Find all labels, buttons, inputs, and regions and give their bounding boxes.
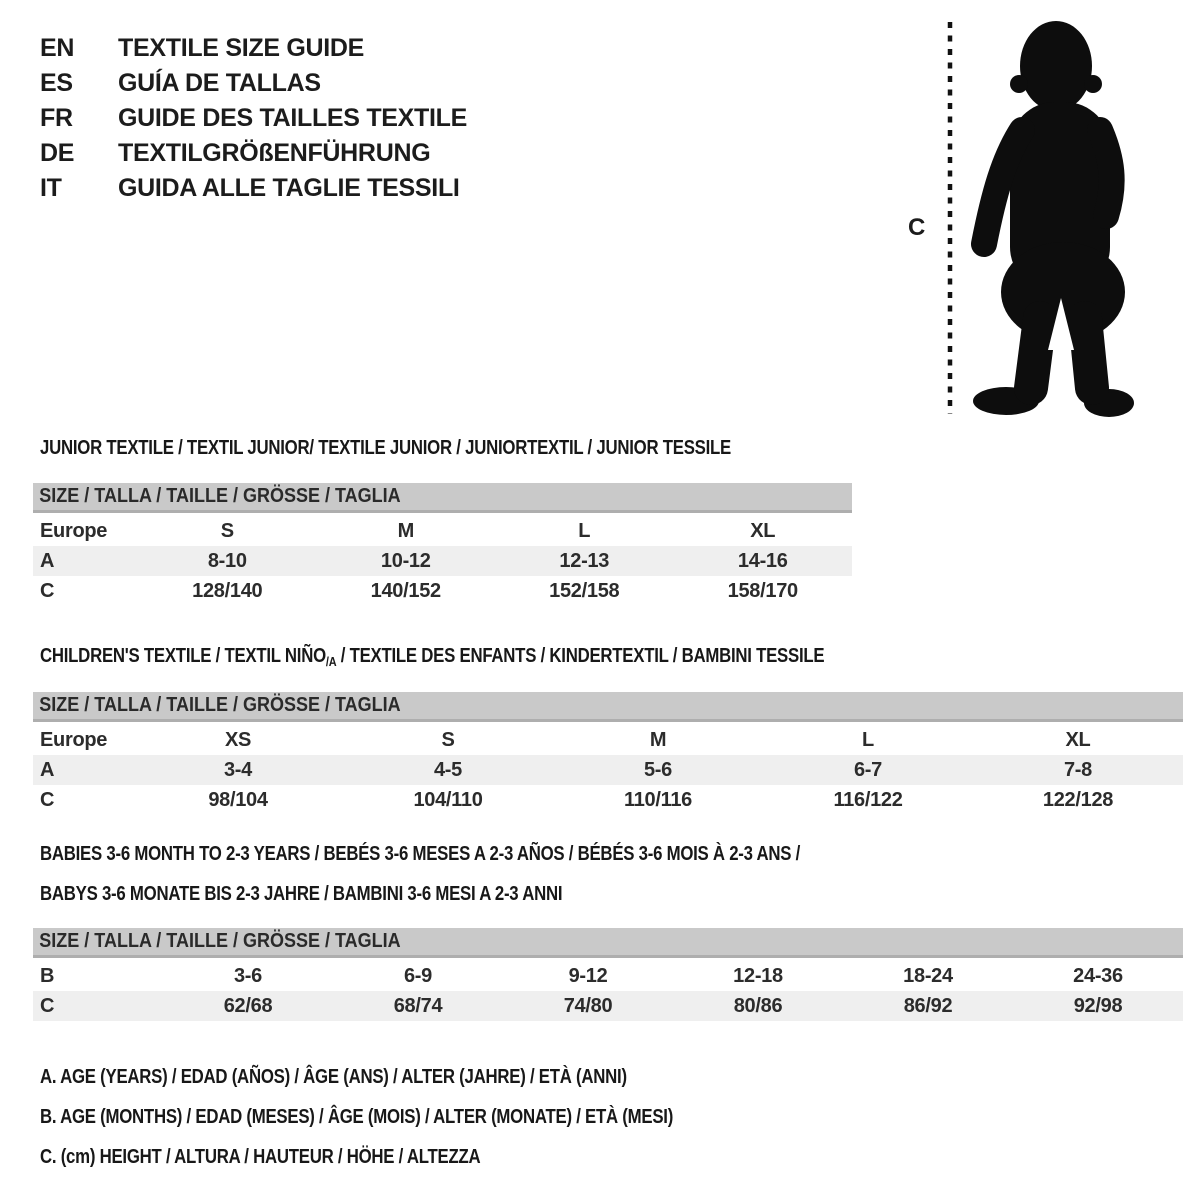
size-cell: L bbox=[578, 519, 591, 542]
height-cell: 140/152 bbox=[370, 579, 441, 602]
row-label: Europe bbox=[40, 728, 108, 751]
babies-section-title-line2: BABYS 3-6 MONATE BIS 2-3 JAHRE / BAMBINI 3-6 MESI A 2-3 ANNI bbox=[40, 883, 563, 905]
table-row-age-years bbox=[33, 755, 1183, 785]
age-cell: 14-16 bbox=[737, 549, 788, 572]
size-header-text: SIZE / TALLA / TAILLE / GRÖSSE / TAGLIA bbox=[39, 930, 401, 952]
toddler-silhouette-icon bbox=[930, 18, 1140, 418]
height-cell: 152/158 bbox=[549, 579, 620, 602]
size-header-text: SIZE / TALLA / TAILLE / GRÖSSE / TAGLIA bbox=[39, 485, 401, 507]
height-cell: 80/86 bbox=[733, 994, 783, 1017]
children-size-table bbox=[33, 692, 1183, 815]
height-cell: 104/110 bbox=[413, 788, 483, 811]
size-cell: M bbox=[397, 519, 414, 542]
row-label: A bbox=[40, 549, 55, 572]
legend-age-months: B. AGE (MONTHS) / EDAD (MESES) / ÂGE (MOIS) / ALTER (MONATE) / ETÀ (MESI) bbox=[40, 1106, 674, 1128]
lang-title: TEXTILGRÖßENFÜHRUNG bbox=[118, 139, 431, 167]
age-cell: 12-18 bbox=[733, 964, 783, 987]
table-row-age-months bbox=[33, 961, 1183, 991]
height-cell: 62/68 bbox=[223, 994, 273, 1017]
table-row-height-cm bbox=[33, 991, 1183, 1021]
lang-row-fr bbox=[40, 101, 467, 136]
size-cell: M bbox=[649, 728, 667, 751]
lang-row-en bbox=[40, 31, 467, 66]
toddler-silhouette-figure bbox=[930, 18, 1140, 418]
size-cell: XL bbox=[1065, 728, 1091, 751]
table-row-height-cm bbox=[33, 576, 852, 606]
row-label: B bbox=[40, 964, 55, 987]
lang-code: FR bbox=[40, 104, 73, 132]
children-title-suffix: / TEXTILE DES ENFANTS / KINDERTEXTIL / BAMBINI TESSILE bbox=[336, 645, 825, 667]
height-cell: 68/74 bbox=[393, 994, 443, 1017]
size-cell: XL bbox=[750, 519, 776, 542]
height-cell: 86/92 bbox=[903, 994, 953, 1017]
lang-title: GUÍA DE TALLAS bbox=[118, 69, 321, 97]
table-row-age-years bbox=[33, 546, 852, 576]
age-cell: 8-10 bbox=[207, 549, 247, 572]
age-cell: 5-6 bbox=[643, 758, 672, 781]
lang-code: IT bbox=[40, 174, 62, 202]
age-cell: 6-7 bbox=[853, 758, 882, 781]
table-row-europe bbox=[33, 516, 852, 546]
row-label: Europe bbox=[40, 519, 108, 542]
row-label: C bbox=[40, 788, 55, 811]
height-cell: 92/98 bbox=[1073, 994, 1123, 1017]
babies-size-table bbox=[33, 928, 1183, 1021]
junior-size-header-bar bbox=[33, 483, 852, 513]
lang-title: GUIDE DES TAILLES TEXTILE bbox=[118, 104, 468, 132]
height-cell: 74/80 bbox=[563, 994, 613, 1017]
lang-row-de bbox=[40, 136, 467, 171]
age-cell: 3-4 bbox=[223, 758, 252, 781]
lang-code: ES bbox=[40, 69, 73, 97]
legend-age-years: A. AGE (YEARS) / EDAD (AÑOS) / ÂGE (ANS) / ALTER (JAHRE) / ETÀ (ANNI) bbox=[40, 1066, 627, 1088]
size-cell: L bbox=[862, 728, 874, 751]
legend-height-cm: C. (cm) HEIGHT / ALTURA / HAUTEUR / HÖHE / ALTEZZA bbox=[40, 1146, 481, 1168]
language-title-list bbox=[40, 31, 467, 206]
children-size-header-bar bbox=[33, 692, 1183, 722]
babies-section-title-line1: BABIES 3-6 MONTH TO 2-3 YEARS / BEBÉS 3-6 MESES A 2-3 AÑOS / BÉBÉS 3-6 MOIS À 2-3 ANS / bbox=[40, 843, 801, 865]
children-title-subscript: /A bbox=[325, 654, 337, 669]
size-cell: S bbox=[441, 728, 455, 751]
table-row-height-cm bbox=[33, 785, 1183, 815]
babies-size-header-bar bbox=[33, 928, 1183, 958]
age-cell: 18-24 bbox=[903, 964, 953, 987]
size-cell: XS bbox=[224, 728, 252, 751]
children-section-title bbox=[40, 645, 824, 668]
age-cell: 7-8 bbox=[1063, 758, 1092, 781]
height-measure-label: C bbox=[908, 214, 926, 241]
height-cell: 98/104 bbox=[208, 788, 268, 811]
lang-row-es bbox=[40, 66, 467, 101]
age-cell: 3-6 bbox=[233, 964, 262, 987]
age-cell: 12-13 bbox=[559, 549, 610, 572]
age-cell: 6-9 bbox=[403, 964, 432, 987]
children-title-prefix: CHILDREN'S TEXTILE / TEXTIL NIÑO bbox=[40, 645, 326, 667]
junior-size-table bbox=[33, 483, 852, 606]
lang-code: EN bbox=[40, 34, 75, 62]
lang-row-it bbox=[40, 171, 467, 206]
row-label: C bbox=[40, 579, 55, 602]
size-header-text: SIZE / TALLA / TAILLE / GRÖSSE / TAGLIA bbox=[39, 694, 401, 716]
age-cell: 10-12 bbox=[380, 549, 431, 572]
height-cell: 116/122 bbox=[833, 788, 903, 811]
size-cell: S bbox=[220, 519, 234, 542]
age-cell: 9-12 bbox=[568, 964, 608, 987]
lang-code: DE bbox=[40, 139, 75, 167]
height-cell: 122/128 bbox=[1042, 788, 1114, 811]
age-cell: 24-36 bbox=[1073, 964, 1123, 987]
junior-section-title: JUNIOR TEXTILE / TEXTIL JUNIOR/ TEXTILE JUNIOR / JUNIORTEXTIL / JUNIOR TESSILE bbox=[40, 437, 732, 459]
height-cell: 110/116 bbox=[624, 788, 692, 811]
row-label: C bbox=[40, 994, 55, 1017]
row-label: A bbox=[40, 758, 55, 781]
table-row-europe bbox=[33, 725, 1183, 755]
age-cell: 4-5 bbox=[433, 758, 462, 781]
height-cell: 158/170 bbox=[727, 579, 798, 602]
height-cell: 128/140 bbox=[192, 579, 263, 602]
lang-title: TEXTILE SIZE GUIDE bbox=[118, 34, 365, 62]
lang-title: GUIDA ALLE TAGLIE TESSILI bbox=[118, 174, 460, 202]
